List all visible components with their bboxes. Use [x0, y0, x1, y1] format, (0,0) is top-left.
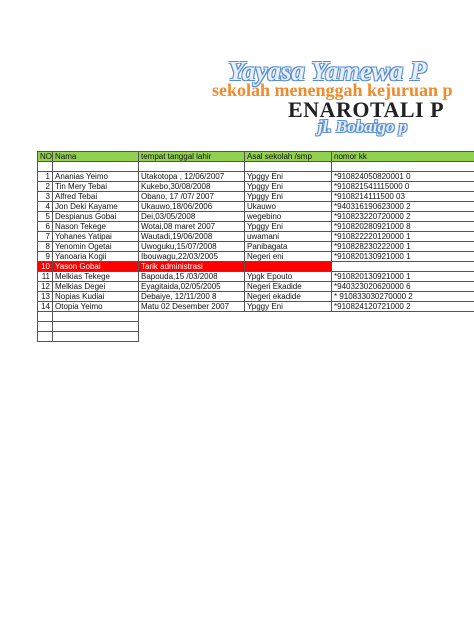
school-address: jl. Bobaigo p: [318, 117, 408, 136]
col-header-asal: Asal sekolah /smp: [245, 152, 332, 162]
cell-asal[interactable]: uwamani: [245, 232, 332, 242]
cell-kk[interactable]: *910824120721000 2: [332, 302, 474, 312]
cell-no[interactable]: 6: [38, 222, 53, 232]
cell-ttl[interactable]: Eyagitaida,02/05/2005: [139, 282, 245, 292]
table-cell[interactable]: [53, 332, 139, 342]
table-body: [38, 162, 474, 342]
cell-asal[interactable]: Ypggy Eni: [245, 222, 332, 232]
table-row: [38, 272, 474, 282]
table-row: [38, 262, 474, 272]
cell-asal[interactable]: Panibagata: [245, 242, 332, 252]
cell-ttl[interactable]: Tarik administrasi: [139, 262, 245, 272]
cell-asal[interactable]: wegebino: [245, 212, 332, 222]
cell-kk[interactable]: *910820130921000 1: [332, 272, 474, 282]
cell-nama[interactable]: Yohanes Yatipai: [53, 232, 139, 242]
cell-kk[interactable]: *910820280921000 8: [332, 222, 474, 232]
school-subtitle: sekolah menenggah kejuruan p: [212, 80, 453, 100]
cell-nama[interactable]: Yason Gobai: [53, 262, 139, 272]
cell-no[interactable]: 7: [38, 232, 53, 242]
table-cell[interactable]: [139, 312, 245, 322]
table-row: [38, 222, 474, 232]
cell-nama[interactable]: Melkias Degei: [53, 282, 139, 292]
cell-no[interactable]: 12: [38, 282, 53, 292]
table-row: [38, 202, 474, 212]
school-name: ENAROTALI P: [288, 97, 445, 122]
table-cell[interactable]: [53, 312, 139, 322]
cell-kk[interactable]: *910828230222000 1: [332, 242, 474, 252]
cell-no[interactable]: 9: [38, 252, 53, 262]
cell-asal[interactable]: Ypggy Eni: [245, 182, 332, 192]
table-cell[interactable]: [332, 162, 474, 172]
cell-no[interactable]: 3: [38, 192, 53, 202]
cell-ttl[interactable]: Matu 02 Desember 2007: [139, 302, 245, 312]
table-cell[interactable]: [245, 332, 332, 342]
cell-ttl[interactable]: Wotai,08 maret 2007: [139, 222, 245, 232]
col-header-ttl: tempat tanggal lahir: [139, 152, 245, 162]
table-row: [38, 242, 474, 252]
table-row: [38, 212, 474, 222]
cell-ttl[interactable]: Debaiye, 12/11/200 8: [139, 292, 245, 302]
table-row: [38, 182, 474, 192]
cell-nama[interactable]: Jon Deki Kayame: [53, 202, 139, 212]
table-row: [38, 192, 474, 202]
cell-ttl[interactable]: Uwoguku,15/07/2008: [139, 242, 245, 252]
cell-no[interactable]: 8: [38, 242, 53, 252]
cell-asal[interactable]: Ypggy Eni: [245, 192, 332, 202]
table-header-row: [38, 152, 474, 162]
cell-no[interactable]: 4: [38, 202, 53, 212]
student-table: [37, 151, 474, 342]
cell-ttl[interactable]: Utakotopa , 12/06/2007: [139, 172, 245, 182]
cell-kk[interactable]: *940323020620000 6: [332, 282, 474, 292]
col-header-no: NO: [38, 152, 53, 162]
table-cell[interactable]: [332, 312, 474, 322]
cell-ttl[interactable]: Dei,03/05/2008: [139, 212, 245, 222]
cell-kk[interactable]: *910822220120000 1: [332, 232, 474, 242]
table-cell[interactable]: [139, 162, 245, 172]
cell-ttl[interactable]: Wautadi,19/06/2008: [139, 232, 245, 242]
col-header-nama: Nama: [53, 152, 139, 162]
cell-kk[interactable]: *910821541115000 0: [332, 182, 474, 192]
table-cell[interactable]: [38, 332, 53, 342]
table-cell[interactable]: [245, 322, 332, 332]
table-row-empty: [38, 162, 474, 172]
cell-nama[interactable]: Nason Tekege: [53, 222, 139, 232]
cell-no[interactable]: 11: [38, 272, 53, 282]
cell-nama[interactable]: Melkias Tekege: [53, 272, 139, 282]
table-row: [38, 252, 474, 262]
table-row-empty: [38, 332, 474, 342]
cell-asal[interactable]: Negeri ekadide: [245, 292, 332, 302]
table-row: [38, 292, 474, 302]
table-cell[interactable]: [332, 332, 474, 342]
cell-asal[interactable]: Ypggy Eni: [245, 172, 332, 182]
cell-ttl[interactable]: Ukauwo,18/06/2006: [139, 202, 245, 212]
cell-asal[interactable]: Negeri Ekadide: [245, 282, 332, 292]
cell-nama[interactable]: Alfred Tebai: [53, 192, 139, 202]
table-cell[interactable]: [139, 332, 245, 342]
cell-kk[interactable]: *940316190623000 2: [332, 202, 474, 212]
col-header-kk: nomor kk: [332, 152, 474, 162]
cell-nama[interactable]: Nopias Kudiai: [53, 292, 139, 302]
table-cell[interactable]: [139, 322, 245, 332]
cell-nama[interactable]: Yenomin Ogetai: [53, 242, 139, 252]
cell-no[interactable]: 13: [38, 292, 53, 302]
cell-kk[interactable]: [332, 262, 474, 272]
cell-no[interactable]: 14: [38, 302, 53, 312]
cell-asal[interactable]: Ypgk Epouto: [245, 272, 332, 282]
table-cell[interactable]: [245, 162, 332, 172]
cell-asal[interactable]: [245, 262, 332, 272]
cell-asal[interactable]: Ukauwo: [245, 202, 332, 212]
cell-ttl[interactable]: Obano, 17 /07/ 2007: [139, 192, 245, 202]
cell-ttl[interactable]: Bapouda,15 /03/2008: [139, 272, 245, 282]
table-row-empty: [38, 312, 474, 322]
table-row: [38, 302, 474, 312]
cell-no[interactable]: 1: [38, 172, 53, 182]
cell-nama[interactable]: Otopia Yeimo: [53, 302, 139, 312]
cell-nama[interactable]: Yanoaria Kogii: [53, 252, 139, 262]
cell-kk[interactable]: *910820130921000 1: [332, 252, 474, 262]
cell-kk[interactable]: * 910833030270000 2: [332, 292, 474, 302]
cell-kk[interactable]: *9108214111500 03: [332, 192, 474, 202]
cell-nama[interactable]: Ananias Yeimo: [53, 172, 139, 182]
foundation-title: Yayasa Yamewa P: [228, 56, 427, 86]
table-row: [38, 172, 474, 182]
table-cell[interactable]: [53, 322, 139, 332]
cell-no[interactable]: 10: [38, 262, 53, 272]
table-cell[interactable]: [38, 162, 53, 172]
cell-no[interactable]: 2: [38, 182, 53, 192]
cell-kk[interactable]: *910824050820001 0: [332, 172, 474, 182]
cell-kk[interactable]: *910823220720000 2: [332, 212, 474, 222]
cell-asal[interactable]: Negeri eni: [245, 252, 332, 262]
cell-ttl[interactable]: Ibouwagu,22/03/2005: [139, 252, 245, 262]
cell-ttl[interactable]: Kukebo,30/08/2008: [139, 182, 245, 192]
cell-nama[interactable]: Despianus Gobai: [53, 212, 139, 222]
table-cell[interactable]: [53, 162, 139, 172]
table-row-empty: [38, 322, 474, 332]
table-row: [38, 282, 474, 292]
table-cell[interactable]: [332, 322, 474, 332]
table-cell[interactable]: [38, 312, 53, 322]
cell-nama[interactable]: Tin Mery Tebai: [53, 182, 139, 192]
table-cell[interactable]: [38, 322, 53, 332]
table-row: [38, 232, 474, 242]
table-cell[interactable]: [245, 312, 332, 322]
cell-asal[interactable]: Ypggy Eni: [245, 302, 332, 312]
cell-no[interactable]: 5: [38, 212, 53, 222]
